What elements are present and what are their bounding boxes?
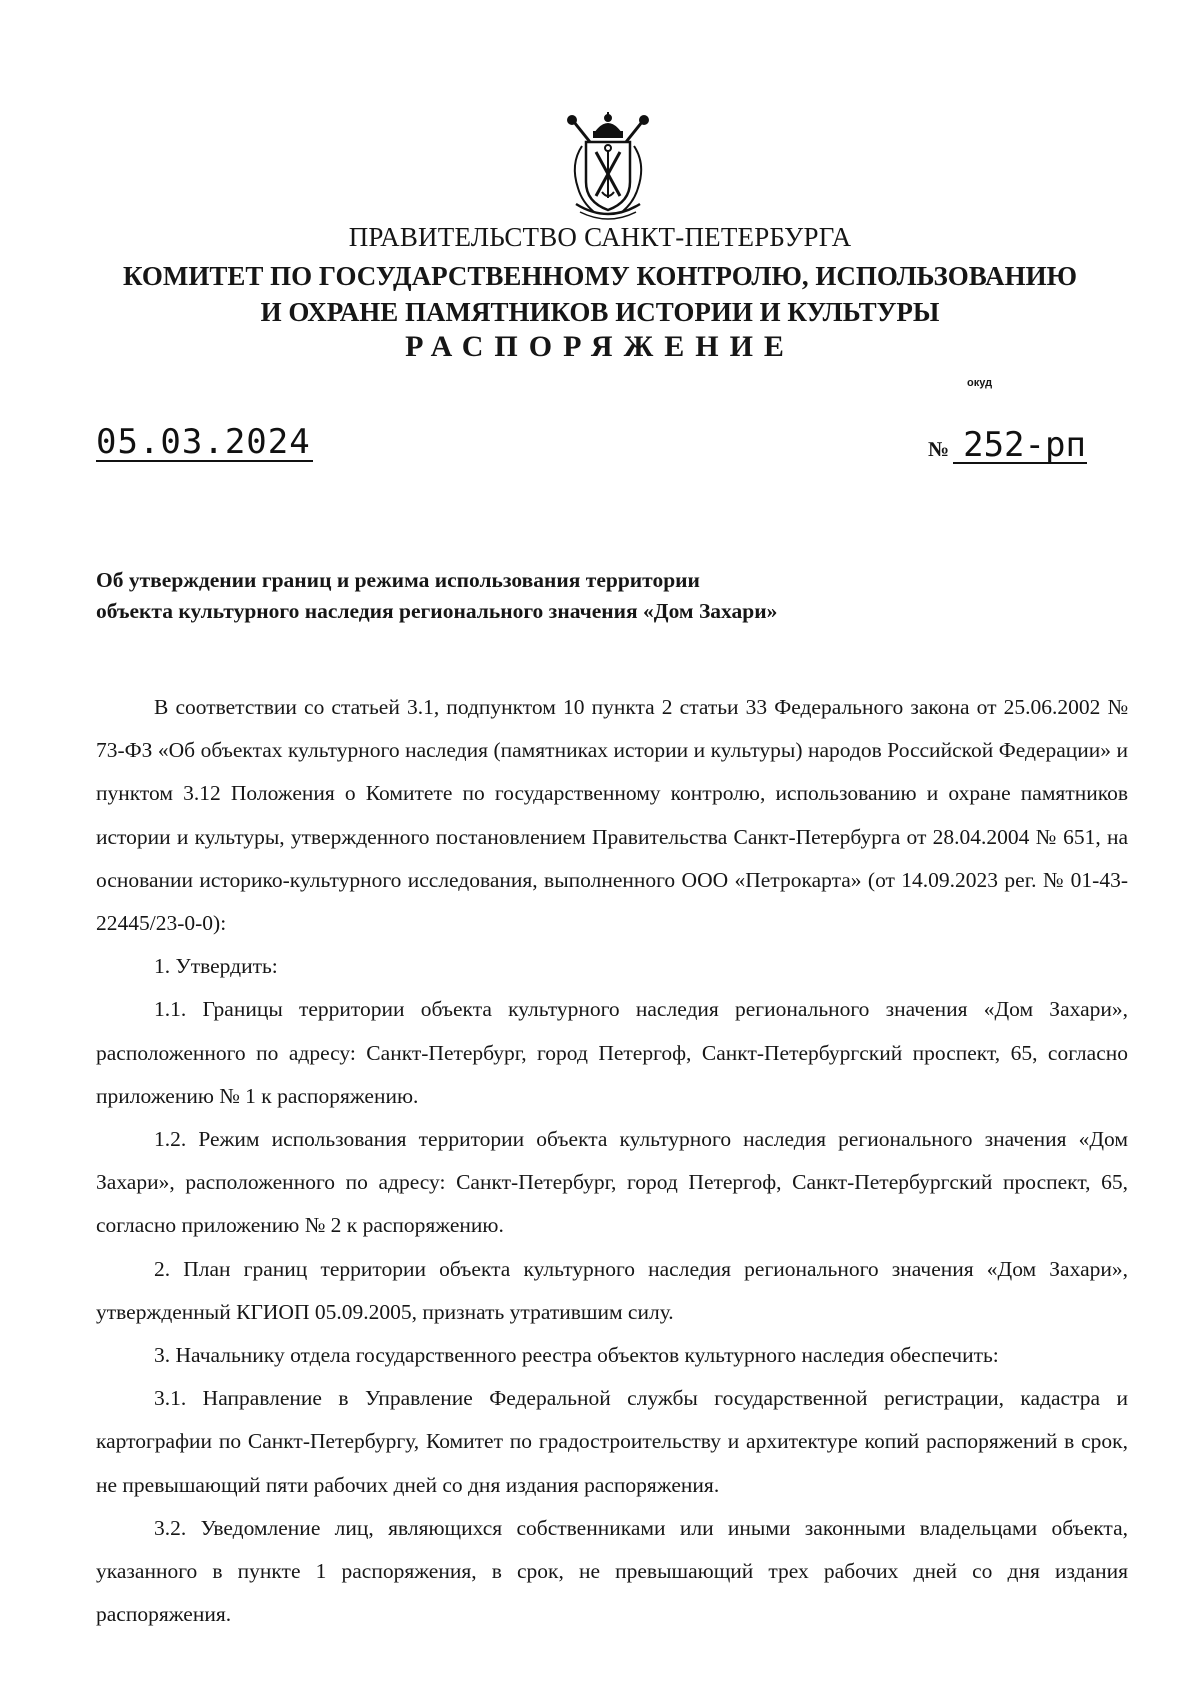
paragraph-preamble: В соответствии со статьей 3.1, подпунктом 10 пункта 2 статьи 33 Федерального закона от 25.06.2002 № 73-ФЗ «Об объектах культурного наследия (памятниках истории и культуры) народов Российской Федерации» и пунктом 3.12 Положения о Комитете по государственному контролю, использованию и охране памятников истории и культуры, утвержденного постановлением Правительства Санкт-Петербурга от 28.04.2004 № 651, на основании историко-культурного исследования, выполненного ООО «Петрокарта» (от 14.09.2023 рег. № 01-43-22445/23-0-0): xyxy=(96,695,1128,936)
paragraph-3-1: 3.1. Направление в Управление Федеральной службы государственной регистрации, кадастра и картографии по Санкт-Петербургу, Комитет по градостроительству и архитектуре копий распоряжений в срок, не превышающий пяти рабочих дней со дня издания распоряжения. xyxy=(96,1386,1128,1497)
subject-line-1: Об утверждении границ и режима использования территории xyxy=(96,568,700,592)
paragraph-1: 1. Утвердить: xyxy=(154,954,278,979)
paragraph-2: 2. План границ территории объекта культурного наследия регионального значения «Дом Захари», утвержденный КГИОП 05.09.2005, признать утратившим силу. xyxy=(96,1256,1128,1324)
document-date: 05.03.2024 xyxy=(96,422,311,462)
document-subject xyxy=(96,565,1136,627)
committee-title-line-2: И ОХРАНЕ ПАМЯТНИКОВ ИСТОРИИ И КУЛЬТУРЫ xyxy=(260,297,940,327)
committee-title xyxy=(0,258,1200,330)
government-title: ПРАВИТЕЛЬСТВО САНКТ-ПЕТЕРБУРГА xyxy=(348,222,852,252)
coat-of-arms-icon xyxy=(560,112,656,224)
paragraph-3-2: 3.2. Уведомление лиц, являющихся собственниками или иными законными владельцами объекта, указанного в пункте 1 распоряжения, в срок, не превышающий трех рабочих дней со дня издания распоряжения. xyxy=(96,1515,1128,1627)
number-sign: № xyxy=(928,437,950,461)
number-value: 252-рп xyxy=(953,428,1087,464)
document-body xyxy=(96,686,1128,1636)
document-number xyxy=(928,425,1108,465)
document-type: РАСПОРЯЖЕНИЕ xyxy=(405,330,795,363)
paragraph-1-2: 1.2. Режим использования территории объекта культурного наследия регионального значения «Дом Захари», расположенного по адресу: Санкт-Петербург, город Петергоф, Санкт-Петербургский проспект, 65, согласно приложению № 2 к распоряжению. xyxy=(96,1127,1128,1238)
paragraph-3: 3. Начальнику отдела государственного реестра объектов культурного наследия обеспечить: xyxy=(154,1343,999,1368)
okud-label: окуд xyxy=(967,377,993,389)
subject-line-2: объекта культурного наследия регионального значения «Дом Захари» xyxy=(96,599,778,623)
paragraph-1-1: 1.1. Границы территории объекта культурного наследия регионального значения «Дом Захари», расположенного по адресу: Санкт-Петербург, город Петергоф, Санкт-Петербургский проспект, 65, согласно приложению № 1 к распоряжению. xyxy=(96,997,1128,1108)
committee-title-line-1: КОМИТЕТ ПО ГОСУДАРСТВЕННОМУ КОНТРОЛЮ, ИСПОЛЬЗОВАНИЮ xyxy=(123,261,1077,291)
